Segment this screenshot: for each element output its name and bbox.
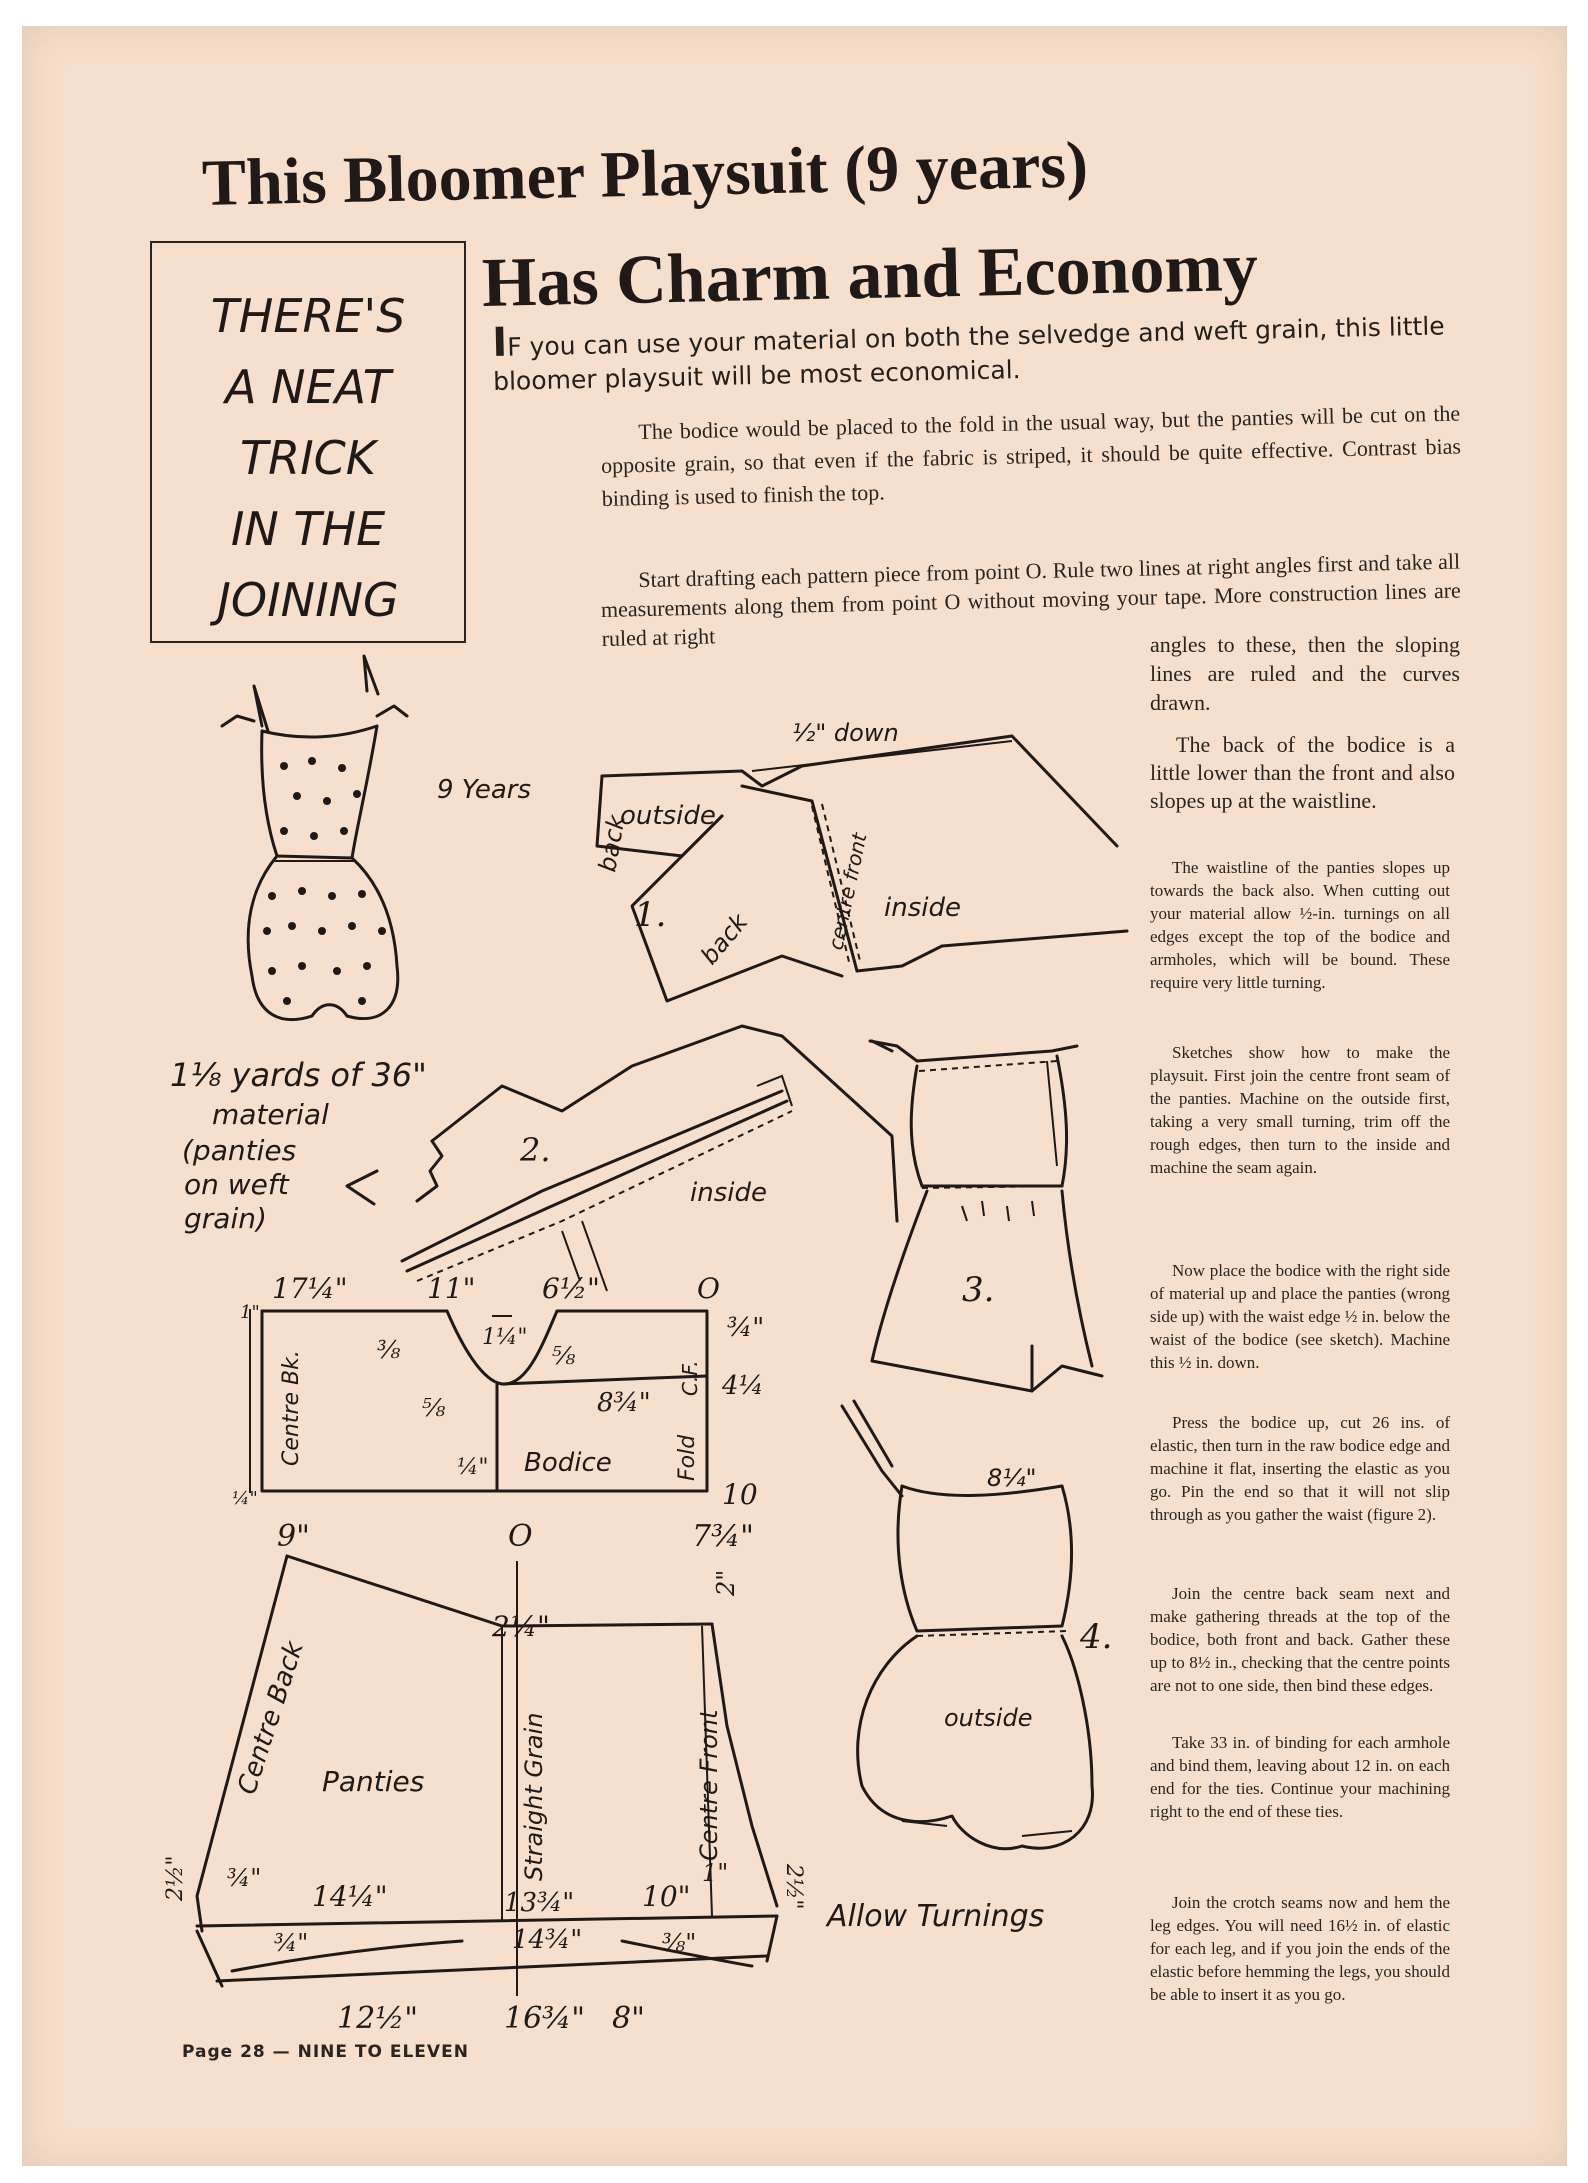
figure-4 (842, 1401, 1092, 1849)
yardage-note (170, 1056, 427, 1235)
column-paragraph: Join the centre back seam next and make gathering threads at the top of the bodice, both front and back. Gather these up to 8½ in., checking that the centre points are not to one side, then bind these edges. (1150, 1584, 1450, 1695)
bodice-inner-measure: 8¾" (597, 1388, 651, 1418)
panties-top-measure: 7¾" (692, 1519, 754, 1554)
panties-straight-grain: Straight Grain (520, 1712, 548, 1881)
column-paragraph: Press the bodice up, cut 26 ins. of elastic, then turn in the raw bodice edge and machine it flat, inserting the elastic as you go. Pin the end so that it will not slip through as you gather the waist (figure 2). (1150, 1413, 1450, 1524)
bodice-centre-back: Centre Bk. (279, 1350, 304, 1466)
intro-text: F you can use your material on both the selvedge and weft grain, this little bloomer playsuit will be most economical. (492, 311, 1445, 396)
panties-top-measure: 9" (277, 1519, 310, 1554)
magazine-page (22, 26, 1567, 2166)
panties-lower-measure: 2½" (781, 1864, 806, 1910)
bodice-left-top: 1" (240, 1302, 260, 1323)
panties-lower-measure: 13¾" (504, 1888, 575, 1918)
panties-right-top: 2" (712, 1569, 740, 1596)
column-paragraph: Take 33 in. of binding for each armhole and bind them, leaving about 12 in. on each end for the ties. Continue your machining right to the end of these ties. (1150, 1733, 1450, 1821)
panties-bottom-measure: 12½" (337, 2001, 419, 2036)
title-line-1: This Bloomer Playsuit (9 years) (201, 128, 1089, 220)
trick-line: IN THE (230, 502, 386, 556)
panties-mid-measure: 2¼" (492, 1610, 550, 1643)
fig1-back2: back (695, 908, 754, 970)
column-paragraph: Now place the bodice with the right side of material up and place the panties (wrong side up) with the waist edge ½ in. below the waist of the bodice (see sketch). Machine this ½ in. down. (1150, 1261, 1450, 1372)
bodice-inner-measure: ⅜ (377, 1336, 401, 1364)
yardage-line: 1⅛ yards of 36" (170, 1056, 427, 1094)
bodice-origin: O (697, 1272, 720, 1305)
trick-line: TRICK (240, 431, 376, 485)
bodice-top-measure: 17¼" (272, 1272, 348, 1305)
sketch-age-label: 9 Years (437, 775, 531, 805)
bodice-name: Bodice (524, 1448, 612, 1478)
panties-name: Panties (322, 1765, 425, 1798)
drop-cap: I (491, 319, 508, 366)
trick-line: A NEAT (225, 360, 391, 414)
panties-bottom-row: ⅜" (662, 1929, 697, 1957)
panties-origin: O (508, 1519, 533, 1554)
panties-bottom-measure: 8" (612, 2001, 645, 2036)
bodice-left-bottom: ¼" (232, 1488, 258, 1509)
playsuit-sketch (222, 656, 407, 1020)
title-line-2: Has Charm and Economy (481, 228, 1259, 322)
fig3-number: 3. (962, 1270, 995, 1310)
bodice-fold: Fold (675, 1434, 700, 1481)
bodice-top-measure: 11" (427, 1272, 476, 1305)
fig4-outside: outside (944, 1704, 1033, 1732)
fig4-number: 4. (1080, 1617, 1113, 1657)
page-footer: Page 28 — NINE TO ELEVEN (182, 2042, 469, 2062)
figure-3 (870, 1041, 1102, 1391)
panties-lower-measure: 2½" (163, 1855, 188, 1901)
bodice-right-measure: ¾" (727, 1313, 765, 1343)
panties-centre-front: Centre Front (695, 1709, 723, 1861)
bodice-inner-measure: ⅝ (552, 1342, 576, 1370)
column-paragraph: Join the crotch seams now and hem the leg edges. You will need 16½ in. of elastic for each leg, and if you join the ends of the elastic before hemming the legs, you should be able to insert it as you go. (1150, 1893, 1450, 2004)
panties-lower-measure: ¾" (227, 1864, 262, 1892)
panties-bottom-measure: 16¾" (504, 2001, 586, 2036)
allow-turnings-note: Allow Turnings (827, 1899, 1045, 1934)
body-paragraph: The bodice would be placed to the fold in the usual way, but the panties will be cut on the opposite grain, so that even if the fabric is striped, it should be quite effective. Contrast bias binding is used to finish the top. (600, 400, 1462, 511)
column-paragraph: Sketches show how to make the playsuit. First join the centre front seam of the panties. Machine on the outside first, taking a very small turning, trim off the rough edges, then turn to the inside and machine the seam again. (1150, 1043, 1450, 1177)
panties-centre-back: Centre Back (232, 1637, 310, 1799)
fig1-number: 1. (634, 895, 667, 935)
body-paragraph: Start drafting each pattern piece from point O. Rule two lines at right angles first and take all measurements along them from point O without moving your tape. More construction lines are ruled at right (600, 548, 1462, 651)
bodice-inner-measure: ⅝ (422, 1394, 446, 1422)
fig1-back-label: back (593, 812, 631, 875)
yardage-line: on weft (184, 1168, 289, 1201)
panties-lower-measure: 14¼" (312, 1880, 388, 1913)
bodice-inner-measure: 1¼" (482, 1325, 528, 1350)
pattern-diagrams (22, 26, 1567, 2166)
yardage-line: material (212, 1098, 329, 1131)
fig1-half-down: ½" down (792, 719, 899, 747)
column-paragraph: The waistline of the panties slopes up towards the back also. When cutting out your material allow ½-in. turnings on all edges except the top of the bodice and armholes, which will be bound. These require very little turning. (1150, 858, 1450, 992)
yardage-line: grain) (184, 1202, 267, 1235)
figure-2 (402, 1026, 897, 1291)
panties-lower-measure: 10" (642, 1880, 691, 1913)
trick-line: JOINING (217, 573, 399, 627)
panties-lower-measure: 1" (702, 1859, 729, 1887)
fig1-outside: outside (620, 801, 716, 831)
panties-bottom-row: ¾" (274, 1929, 309, 1957)
fig2-inside: inside (690, 1178, 767, 1208)
fig1-inside: inside (884, 893, 961, 923)
fig4-gather: 8¼" (987, 1464, 1037, 1492)
bodice-top-measure: 6½" (542, 1272, 600, 1305)
body-paragraph-continued: angles to these, then the sloping lines are ruled and the curves drawn. (1150, 632, 1460, 715)
bodice-right-measure: 10 (722, 1478, 758, 1511)
body-paragraph: The back of the bodice is a little lower than the front and also slopes up at the waistline. (1150, 732, 1455, 813)
bodice-inner-measure: ¼" (457, 1455, 489, 1480)
bodice-right-measure: 4¼ (722, 1371, 764, 1401)
yardage-line: (panties (182, 1134, 297, 1167)
trick-line: THERE'S (210, 289, 406, 343)
fig2-number: 2. (520, 1131, 551, 1169)
bodice-cf: C.F. (678, 1360, 702, 1396)
fig1-centre-front: centre front (823, 830, 872, 953)
panties-bottom-row: 14¾" (512, 1925, 583, 1955)
